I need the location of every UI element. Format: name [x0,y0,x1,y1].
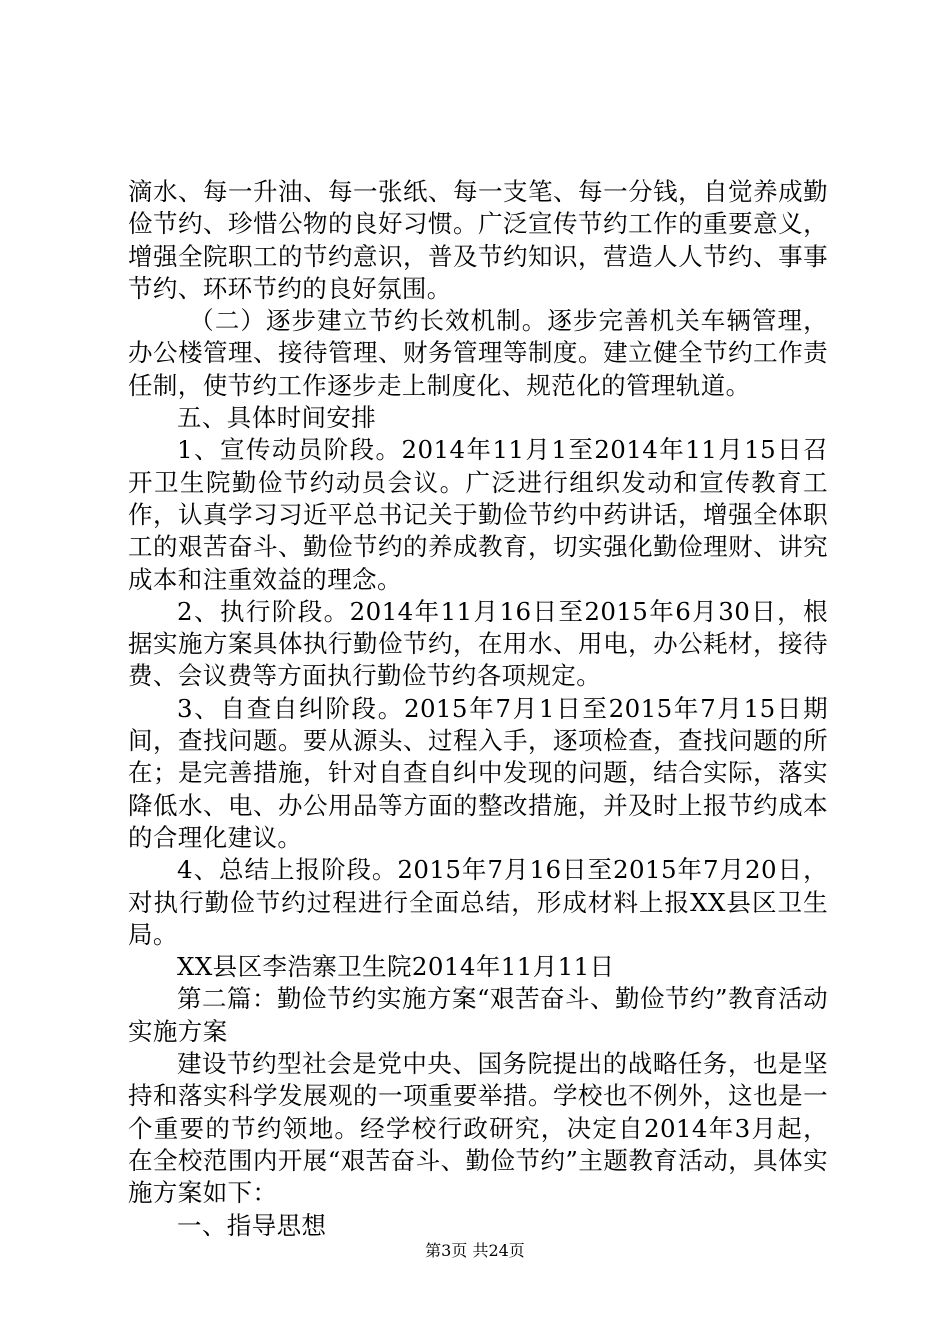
paragraph-intro: 建设节约型社会是党中央、国务院提出的战略任务，也是坚持和落实科学发展观的一项重要举措。学校也不例外，这也是一个重要的节约领地。经学校行政研究，决定自2014年3月起，在全校范围内开展“艰苦奋斗、勤俭节约”主题教育活动，具体实施方案如下： [128,1049,828,1208]
paragraph-stage-2: 2、执行阶段。2014年11月16日至2015年6月30日，根据实施方案具体执行勤俭节约，在用水、用电，办公耗材，接待费、会议费等方面执行勤俭节约各项规定。 [128,596,828,691]
section-heading-schedule: 五、具体时间安排 [177,403,377,433]
signature-line: XX县区李浩寨卫生院2014年11月11日 [177,952,615,982]
paragraph-stage-4: 4、总结上报阶段。2015年7月16日至2015年7月20日，对执行勤俭节约过程进行全面总结，形成材料上报XX县区卫生局。 [128,855,828,949]
section-heading-guiding-ideology: 一、指导思想 [177,1210,327,1240]
page-footer: 第3页 共24页 [425,1241,525,1260]
paragraph-2: （二）逐步建立节约长效机制。逐步完善机关车辆管理，办公楼管理、接待管理、财务管理等制度。建立健全节约工作责任制，使节约工作逐步走上制度化、规范化的管理轨道。 [128,306,828,400]
document-body [128,176,828,1242]
paragraph-stage-1: 1、宣传动员阶段。2014年11月1至2014年11月15日召开卫生院勤俭节约动员会议。广泛进行组织发动和宣传教育工作，认真学习习近平总书记关于勤俭节约中药讲话，增强全体职工的艰苦奋斗、勤俭节约的养成教育，切实强化勤俭理财、讲究成本和注重效益的理念。 [128,435,828,594]
chapter-title: 第二篇：勤俭节约实施方案“艰苦奋斗、勤俭节约”教育活动实施方案 [128,984,828,1046]
paragraph-stage-3: 3、自查自纠阶段。2015年7月1日至2015年7月15日期间，查找问题。要从源头、过程入手，逐项检查，查找问题的所在；是完善措施，针对自查自纠中发现的问题，结合实际，落实降低水、电、办公用品等方面的整改措施，并及时上报节约成本的合理化建议。 [128,693,828,852]
paragraph-1: 滴水、每一升油、每一张纸、每一支笔、每一分钱，自觉养成勤俭节约、珍惜公物的良好习惯。广泛宣传节约工作的重要意义，增强全院职工的节约意识，普及节约知识，营造人人节约、事事节约、环环节约的良好氛围。 [128,177,828,303]
